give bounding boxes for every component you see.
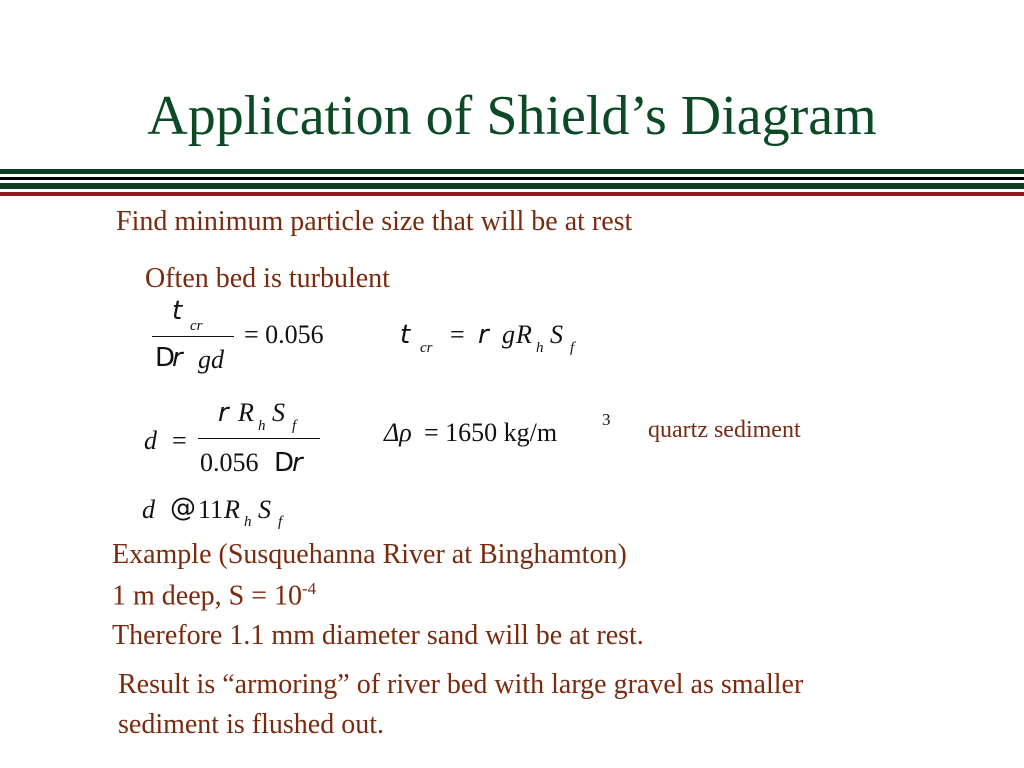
equals-sign: = bbox=[450, 320, 465, 349]
text-line-find-minimum: Find minimum particle size that will be at rest bbox=[116, 206, 633, 237]
S-symbol: S bbox=[272, 398, 285, 427]
d-symbol: d bbox=[144, 426, 157, 455]
fraction-bar bbox=[152, 336, 234, 337]
example-depth-slope bbox=[112, 580, 316, 610]
equals-value: = 0.056 bbox=[244, 320, 324, 349]
rho-symbol: r bbox=[172, 343, 183, 373]
equals-sign: = bbox=[172, 426, 187, 455]
quartz-sediment-label: quartz sediment bbox=[648, 417, 801, 443]
R-symbol: R bbox=[516, 320, 532, 349]
R-symbol: R bbox=[224, 495, 240, 524]
subscript-f: f bbox=[292, 418, 297, 434]
subscript-cr: cr bbox=[420, 340, 433, 356]
title-divider-bars bbox=[0, 166, 1024, 200]
delta-symbol: D bbox=[274, 448, 295, 478]
tau-symbol: t bbox=[172, 296, 183, 326]
text-line-bed-turbulent: Often bed is turbulent bbox=[145, 263, 390, 294]
rho-symbol: r bbox=[218, 398, 229, 428]
result-line-2: sediment is flushed out. bbox=[118, 709, 384, 740]
delta-rho-symbol: Δρ bbox=[384, 418, 412, 447]
example-heading: Example (Susquehanna River at Binghamton) bbox=[112, 539, 627, 570]
R-symbol: R bbox=[238, 398, 254, 427]
subscript-cr: cr bbox=[190, 318, 203, 334]
subscript-f: f bbox=[278, 514, 283, 530]
subscript-h: h bbox=[258, 418, 266, 434]
density-value: = 1650 kg/m bbox=[424, 418, 558, 447]
example-exponent: -4 bbox=[302, 579, 317, 598]
S-symbol: S bbox=[550, 320, 563, 349]
approx-symbol: @ bbox=[170, 493, 196, 523]
exponent-3: 3 bbox=[602, 410, 611, 429]
rho-symbol: r bbox=[292, 448, 303, 478]
slide-title: Application of Shield’s Diagram bbox=[147, 85, 877, 147]
S-symbol: S bbox=[258, 495, 271, 524]
g-symbol: g bbox=[502, 320, 515, 349]
constant-0056: 0.056 bbox=[200, 448, 259, 477]
example-depth-text: 1 m deep, S = 10 bbox=[112, 580, 302, 612]
tau-symbol: t bbox=[400, 320, 411, 350]
coefficient-11: 11 bbox=[198, 495, 224, 524]
rho-symbol: r bbox=[478, 320, 489, 350]
gd-symbols: gd bbox=[198, 345, 224, 374]
delta-symbol: D bbox=[155, 343, 176, 373]
example-conclusion: Therefore 1.1 mm diameter sand will be at rest. bbox=[112, 620, 644, 651]
d-symbol: d bbox=[142, 495, 155, 524]
subscript-h: h bbox=[536, 340, 544, 356]
subscript-h: h bbox=[244, 514, 252, 530]
result-line-1: Result is “armoring” of river bed with large gravel as smaller bbox=[118, 669, 804, 700]
subscript-f: f bbox=[570, 340, 575, 356]
fraction-bar bbox=[198, 438, 320, 439]
